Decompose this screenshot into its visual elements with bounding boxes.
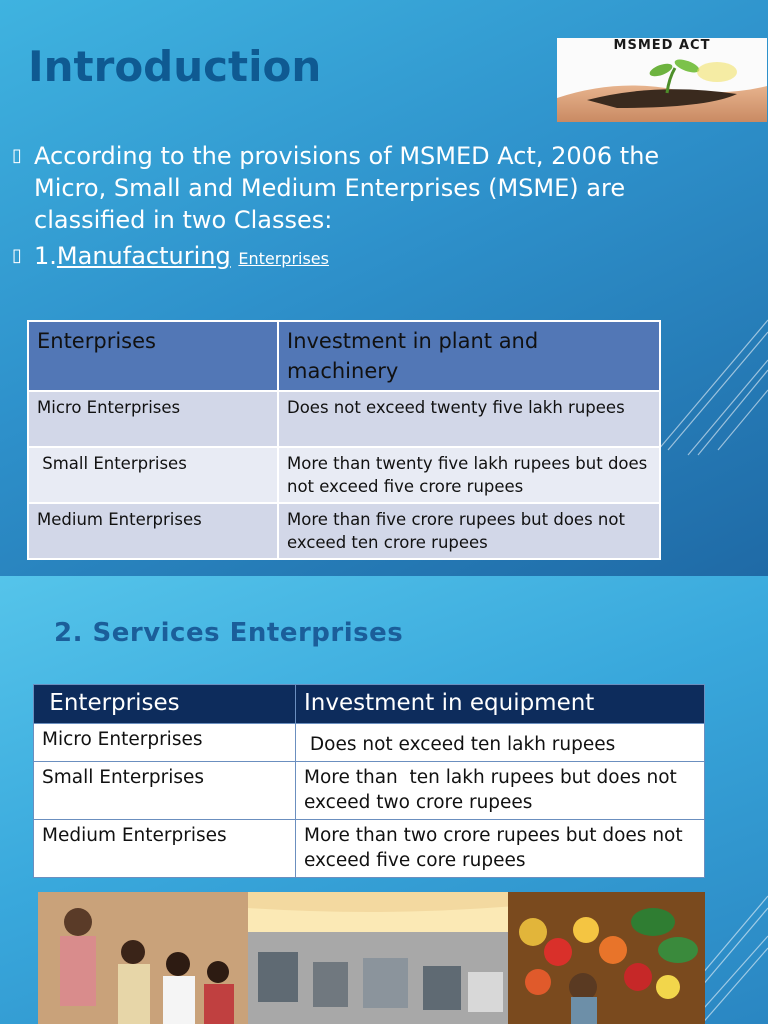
section-title: 2. Services Enterprises <box>54 618 404 648</box>
table-header-row <box>28 321 660 391</box>
table-cell: More than five crore rupees but does not exceed ten crore rupees <box>278 503 660 559</box>
msmed-act-logo <box>557 38 767 122</box>
table-cell: Micro Enterprises <box>34 724 296 762</box>
table-header-cell: Investment in plant and machinery <box>278 321 660 391</box>
bullet-list <box>12 140 712 279</box>
table-row <box>34 762 705 820</box>
collage-image <box>38 892 705 1024</box>
manufacturing-label: Manufacturing <box>56 242 231 270</box>
table-header-row <box>34 685 705 724</box>
table-header-cell: Investment in equipment <box>296 685 705 724</box>
services-table <box>33 684 705 878</box>
page-title: Introduction <box>28 42 322 91</box>
table-row <box>28 391 660 447</box>
table-row <box>34 724 705 762</box>
decorative-lines <box>658 300 768 500</box>
bullet-prefix: 1. <box>34 242 57 270</box>
bullet-marker-icon: ▯ <box>12 245 22 266</box>
table-row <box>28 503 660 559</box>
bullet-text: According to the provisions of MSMED Act, 2006 the Micro, Small and Medium Enterprises (MSME) are classified in two Classes: <box>34 142 660 234</box>
table-cell: Small Enterprises <box>34 762 296 820</box>
table-row <box>34 820 705 878</box>
enterprises-photo-collage <box>38 892 705 1024</box>
logo-text: MSMED ACT <box>613 38 711 53</box>
table-cell: Does not exceed ten lakh rupees <box>296 724 705 762</box>
table-cell: Small Enterprises <box>28 447 278 503</box>
manufacturing-table <box>27 320 661 560</box>
enterprises-label: Enterprises <box>238 249 329 268</box>
table-cell: Medium Enterprises <box>28 503 278 559</box>
table-header-cell: Enterprises <box>34 685 296 724</box>
bullet-item <box>12 240 712 275</box>
bullet-item <box>12 140 712 236</box>
bullet-marker-icon: ▯ <box>12 145 22 166</box>
table-row <box>28 447 660 503</box>
table-cell: Micro Enterprises <box>28 391 278 447</box>
table-cell: Medium Enterprises <box>34 820 296 878</box>
table-header-cell: Enterprises <box>28 321 278 391</box>
slide-services <box>0 576 768 1024</box>
table-cell: Does not exceed twenty five lakh rupees <box>278 391 660 447</box>
table-cell: More than ten lakh rupees but does not exceed two crore rupees <box>296 762 705 820</box>
table-cell: More than two crore rupees but does not exceed five core rupees <box>296 820 705 878</box>
table-cell: More than twenty five lakh rupees but does not exceed five crore rupees <box>278 447 660 503</box>
